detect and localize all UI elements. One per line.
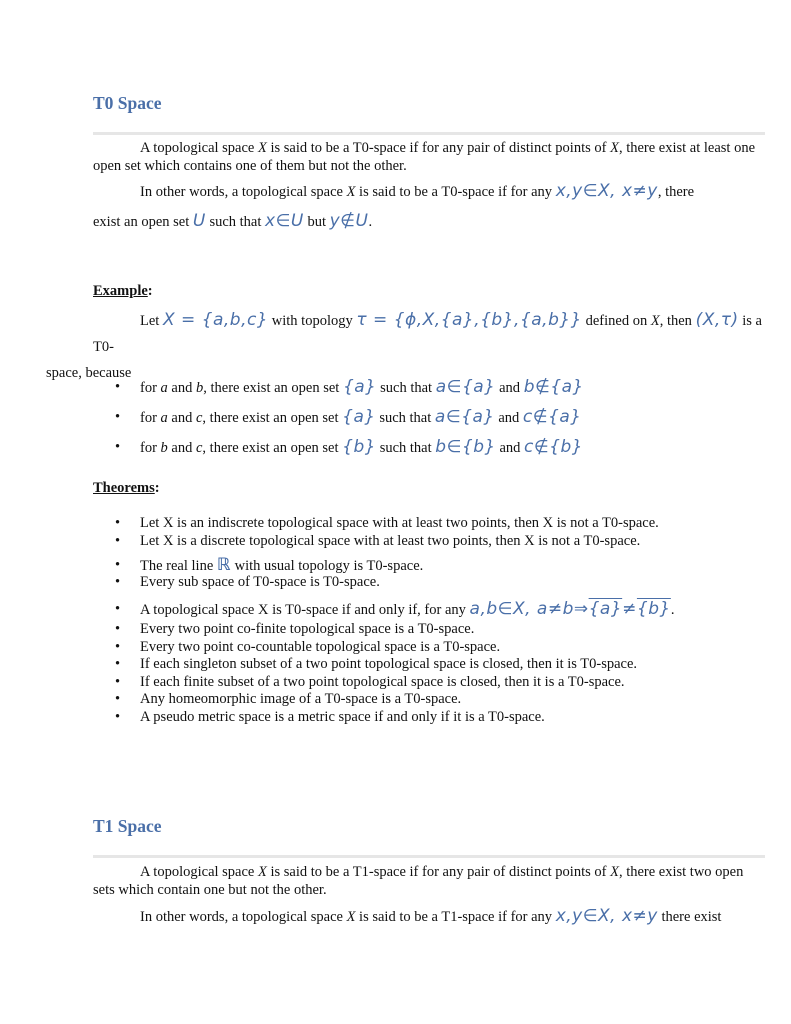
- theorems-heading: Theorems:: [93, 480, 160, 496]
- theorem-item: • If each singleton subset of a two point topological space is closed, then it is T0-space.: [93, 655, 765, 673]
- example-bullet-a-b: • for a and b, there exist an open set {a} such that a∈{a} and b∉{a}: [93, 372, 765, 402]
- t0-other-words-paragraph: In other words, a topological space X is said to be a T0-space if for any x,y∈X, x≠y, there exist an open set U such that x∈U but y∉U.: [93, 181, 695, 231]
- formula-y-notin-U: y∉U: [329, 211, 369, 231]
- t0-definition-paragraph: A topological space X is said to be a T0-space if for any pair of distinct points of X, there exist at least one open set which contains one of them but not the other.: [93, 140, 756, 174]
- real-line-symbol: ℝ: [216, 554, 232, 575]
- t1-other-words-paragraph: In other words, a topological space X is said to be a T1-space if for any x,y∈X, x≠y there exist: [140, 906, 722, 926]
- formula-x-in-U: x∈U: [265, 211, 304, 231]
- t1-definition-paragraph: A topological space X is said to be a T1-space if for any pair of distinct points of X, there exist two open sets which contain one but not the other.: [93, 864, 744, 898]
- theorem-item: • A topological space X is T0-space if and only if, for any a,b∈X, a≠b⇒{a}≠{b}.: [93, 600, 765, 620]
- theorem-item: • The real line ℝ with usual topology is T0-space.: [93, 556, 765, 574]
- theorem-item: • Let X is a discrete topological space with at least two points, then X is not a T0-space.: [93, 532, 765, 556]
- formula-set-X: X = {a,b,c}: [162, 310, 269, 330]
- theorem-item: • If each finite subset of a two point topological space is closed, then it is a T0-space.: [93, 673, 765, 691]
- theorem-item: • Every sub space of T0-space is T0-space.: [93, 573, 765, 600]
- example-bullet-list: [93, 372, 765, 462]
- t0-title-rule: [93, 132, 765, 135]
- theorem-item: • Every two point co-finite topological space is a T0-space.: [93, 620, 765, 638]
- theorems-list: [93, 514, 765, 725]
- example-bullet-a-c: • for a and c, there exist an open set {a} such that a∈{a} and c∉{a}: [93, 402, 765, 432]
- example-bullet-b-c: • for b and c, there exist an open set {b} such that b∈{b} and c∉{b}: [93, 432, 765, 462]
- theorem-item: • A pseudo metric space is a metric space if and only if it is a T0-space.: [93, 708, 765, 726]
- formula-x-y-distinct: x,y∈X, x≠y: [555, 906, 658, 926]
- example-heading: Example:: [93, 283, 153, 299]
- theorem-item: • Any homeomorphic image of a T0-space is a T0-space.: [93, 690, 765, 708]
- formula-topology-tau: τ = {ϕ,X,{a},{b},{a,b}}: [356, 310, 582, 330]
- formula-a-b-distinct-implies: a,b∈X, a≠b⇒: [469, 599, 589, 619]
- t1-section-title: T1 Space: [93, 816, 162, 836]
- example-paragraph: Let X = {a,b,c} with topology τ = {ϕ,X,{a},{b},{a,b}} defined on X, then (X,τ) is a T0- space, because: [46, 310, 762, 381]
- theorem-item: • Every two point co-countable topological space is a T0-space.: [93, 638, 765, 656]
- formula-space-X-tau: (X,τ): [695, 310, 739, 330]
- t1-title-rule: [93, 855, 765, 858]
- formula-U: U: [192, 211, 206, 231]
- t0-section-title: T0 Space: [93, 93, 162, 113]
- theorem-item: • Let X is an indiscrete topological space with at least two points, then X is not a T0-space.: [93, 514, 765, 532]
- formula-x-y-distinct: x,y∈X, x≠y: [555, 181, 658, 201]
